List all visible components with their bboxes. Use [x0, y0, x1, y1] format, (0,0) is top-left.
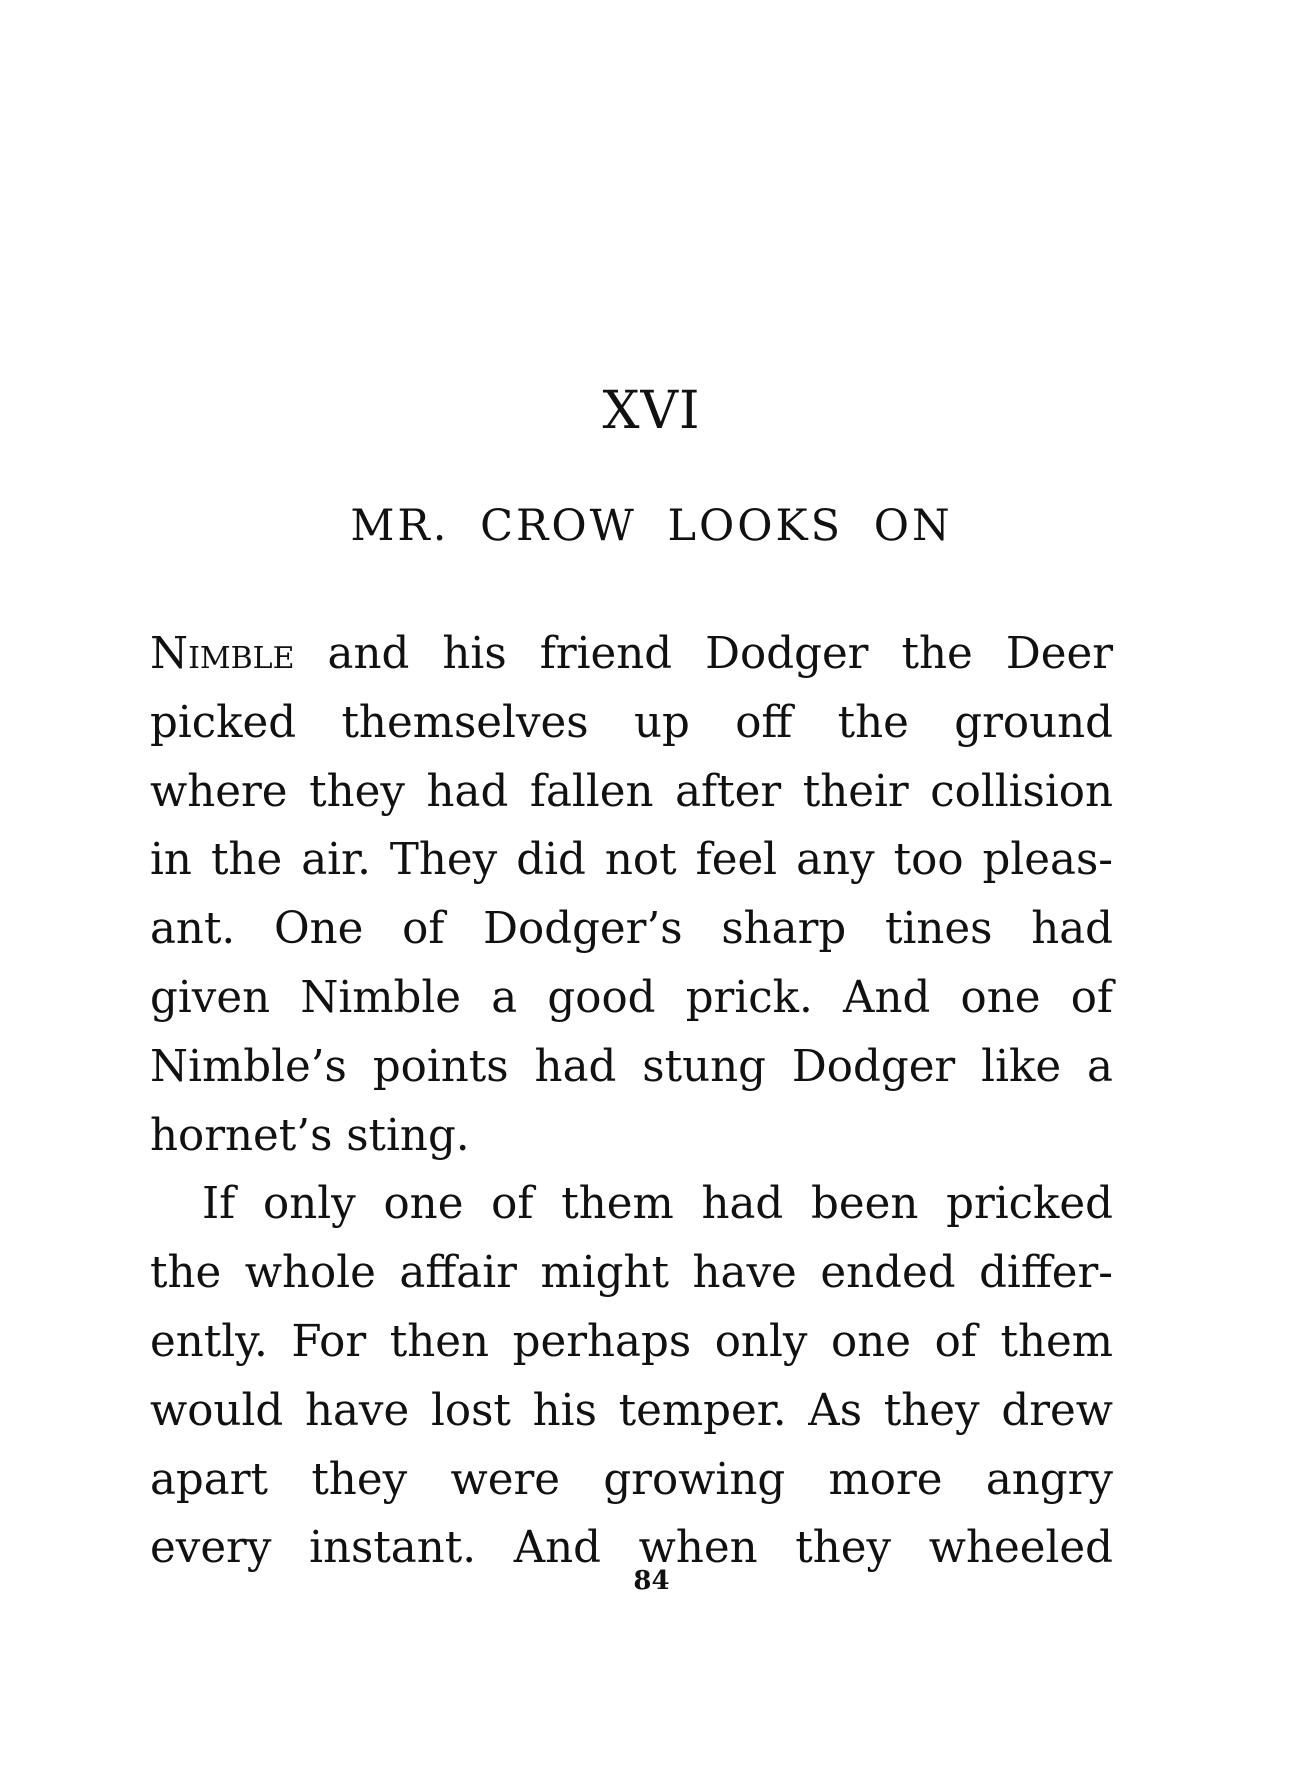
text-line: apart they were growing more angry [150, 1454, 1113, 1505]
lead-word: Nimble [150, 629, 295, 679]
text-line: given Nimble a good prick. And one of [150, 972, 1113, 1023]
page-number: 84 [633, 1566, 670, 1596]
paragraph-1 [150, 620, 1113, 1170]
text-line: in the air. They did not feel any too pleas- [150, 835, 1113, 886]
line-text: and his friend Dodger the Deer [294, 629, 1113, 679]
text-line: picked themselves up off the ground [150, 697, 1113, 748]
text-line: If only one of them had been pricked [202, 1179, 1113, 1230]
paragraph-2 [150, 1170, 1113, 1583]
text-line: Nimble’s points had stung Dodger like a [150, 1041, 1113, 1092]
text-line: every instant. And when they wheeled [150, 1523, 1113, 1574]
text-line: ently. For then perhaps only one of them [150, 1316, 1113, 1367]
text-line: ant. One of Dodger’s sharp tines had [150, 904, 1113, 955]
text-line: hornet’s sting. [150, 1110, 470, 1161]
text-line [150, 620, 1113, 689]
body-text [150, 620, 1113, 1583]
chapter-title: MR. CROW LOOKS ON [350, 501, 953, 551]
chapter-number: XVI [602, 381, 701, 441]
text-line: where they had fallen after their collision [150, 766, 1113, 817]
text-line: the whole affair might have ended differ- [150, 1248, 1113, 1299]
text-line: would have lost his temper. As they drew [150, 1385, 1113, 1436]
